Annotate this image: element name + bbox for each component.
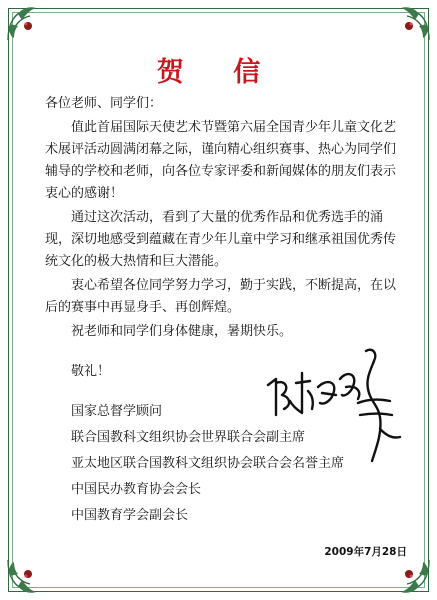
body-line: 衷心希望各位同学努力学习，勤于实践，不断提高，在以 [71, 278, 397, 293]
signer-title: 国家总督学顾问 [71, 404, 163, 419]
corner-ornament-icon [4, 556, 44, 596]
signer-title: 中国教育学会副会长 [71, 508, 189, 523]
body-line: 值此首届国际天使艺术节暨第六届全国青少年儿童文化艺 [71, 120, 397, 135]
body-line: 现，深切地感受到蕴藏在青少年儿童中学习和继承祖国优秀传 [45, 232, 397, 247]
signer-title: 联合国教科文组织协会世界联合会副主席 [71, 430, 306, 445]
letter-date: 2009年7月28日 [324, 546, 407, 558]
signer-title: 亚太地区联合国教科文组织协会联合会名誉主席 [71, 456, 345, 471]
body-line: 通过这次活动，看到了大量的优秀作品和优秀选手的涌 [71, 210, 384, 225]
body-line: 统文化的极大热情和巨大潜能。 [45, 254, 228, 269]
signer-title: 中国民办教育协会会长 [71, 482, 202, 497]
body-line: 术展评活动圆满闭幕之际，谨向精心组织赛事、热心为同学们 [45, 142, 397, 157]
closing: 敬礼！ [71, 364, 111, 379]
body-line: 衷心的感谢！ [45, 186, 124, 201]
handwritten-signature [262, 343, 412, 468]
body-line: 后的赛事中再显身手、再创辉煌。 [45, 300, 241, 315]
body-line: 辅导的学校和老师，向各位专家评委和新闻媒体的朋友们表示 [45, 164, 397, 179]
letter-title: 贺 信 [156, 57, 281, 88]
corner-ornament-icon [393, 556, 433, 596]
corner-ornament-icon [4, 4, 44, 44]
corner-ornament-icon [393, 4, 433, 44]
greeting: 各位老师、同学们： [45, 96, 163, 111]
body-line: 祝老师和同学们身体健康，暑期快乐。 [71, 324, 293, 339]
